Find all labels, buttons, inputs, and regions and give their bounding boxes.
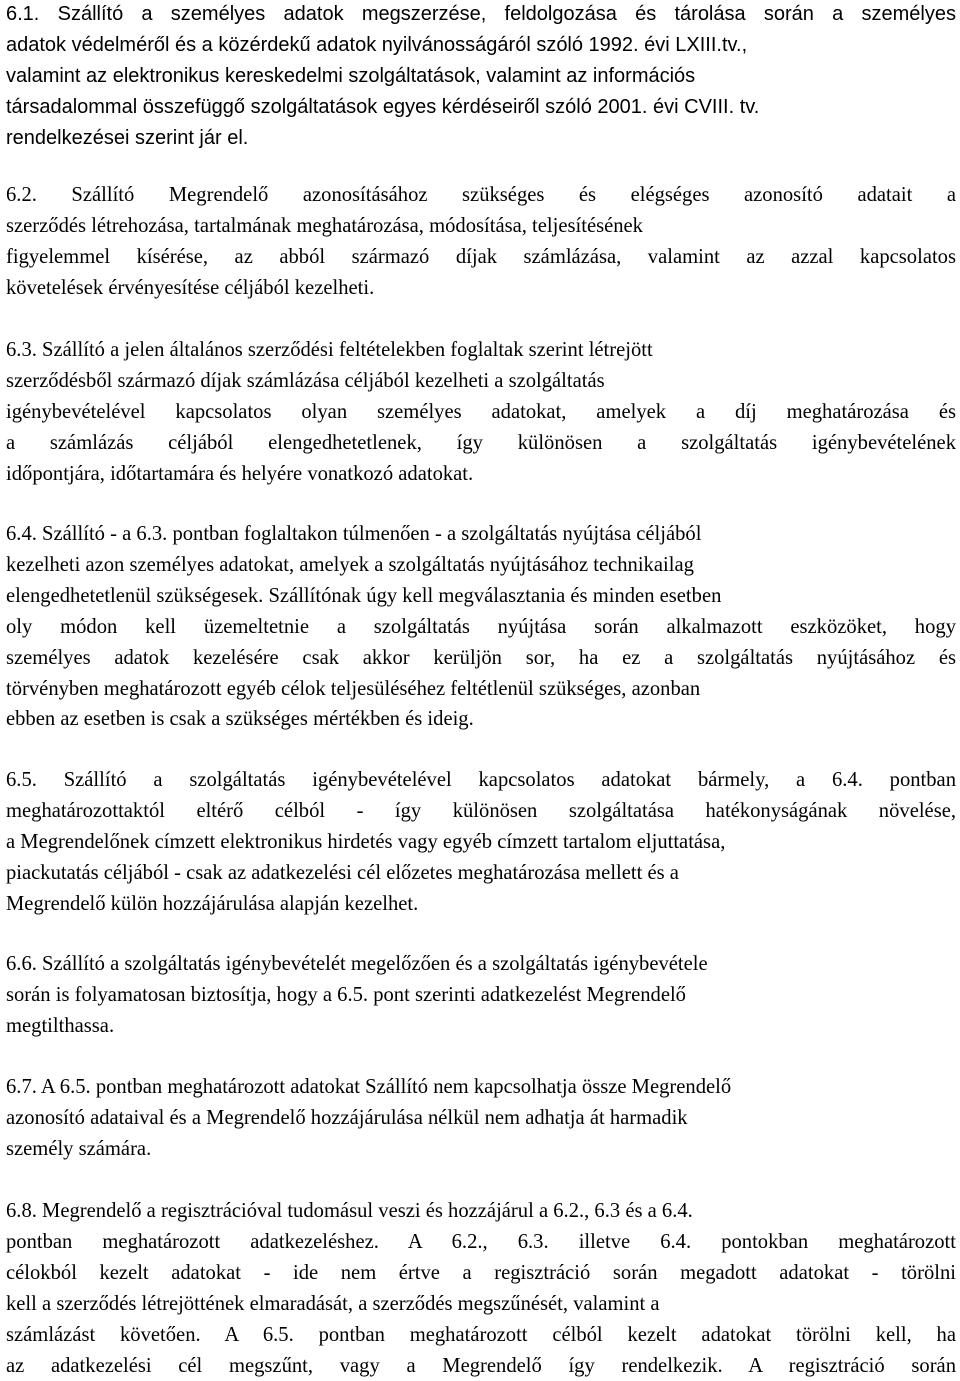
- paragraph-line: a számlázás céljából elengedhetetlenek, így különösen a szolgáltatás igénybevételének: [6, 431, 956, 454]
- paragraph-line: szerződésből származó díjak számlázása céljából kezelheti a szolgáltatás: [6, 369, 605, 392]
- paragraph-line: igénybevételével kapcsolatos olyan személyes adatokat, amelyek a díj meghatározása és: [6, 400, 956, 423]
- paragraph-line: megtilthassa.: [6, 1014, 115, 1037]
- paragraph-6-4: [6, 519, 956, 735]
- paragraph-line: azonosító adataival és a Megrendelő hozzájárulása nélkül nem adhatja át harmadik: [6, 1106, 688, 1129]
- paragraph-6-5: [6, 765, 956, 920]
- paragraph-line: 6.2. Szállító Megrendelő azonosításához szükséges és elégséges azonosító adatait a: [6, 184, 956, 206]
- paragraph-line: társadalommal összefüggő szolgáltatások egyes kérdéseiről szóló 2001. évi CVIII. tv.: [6, 95, 760, 118]
- paragraph-line: oly módon kell üzemeltetnie a szolgáltatás nyújtása során alkalmazott eszközöket, hogy: [6, 615, 956, 638]
- paragraph-line: 6.4. Szállító - a 6.3. pontban foglaltakon túlmenően - a szolgáltatás nyújtása céljából: [6, 523, 702, 545]
- paragraph-line: célokból kezelt adatokat - ide nem értve a regisztráció során megadott adatokat - törölni: [6, 1261, 956, 1284]
- paragraph-6-1: [6, 0, 956, 154]
- paragraph-line: személyes adatok kezelésére csak akkor kerüljön sor, ha ez a szolgáltatás nyújtásához és: [6, 646, 956, 669]
- paragraph-line: 6.8. Megrendelő a regisztrációval tudomásul veszi és hozzájárul a 6.2., 6.3 és a 6.4.: [6, 1200, 693, 1222]
- paragraph-6-8: [6, 1196, 956, 1381]
- paragraph-line: 6.7. A 6.5. pontban meghatározott adatokat Szállító nem kapcsolhatja össze Megrendelő: [6, 1076, 732, 1098]
- paragraph-line: kezelheti azon személyes adatokat, amelyek a szolgáltatás nyújtásához technikailag: [6, 553, 694, 576]
- paragraph-line: követelések érvényesítése céljából kezelheti.: [6, 276, 375, 299]
- paragraph-line: törvényben meghatározott egyéb célok teljesüléséhez feltétlenül szükséges, azonban: [6, 677, 701, 700]
- paragraph-line: a Megrendelőnek címzett elektronikus hirdetés vagy egyéb címzett tartalom eljuttatása,: [6, 830, 726, 853]
- paragraph-line: 6.3. Szállító a jelen általános szerződési feltételekben foglaltak szerint létrejött: [6, 339, 653, 361]
- paragraph-line: során is folyamatosan biztosítja, hogy a 6.5. pont szerinti adatkezelést Megrendelő: [6, 983, 686, 1006]
- paragraph-line: elengedhetetlenül szükségesek. Szállítónak úgy kell megválasztania és minden esetben: [6, 584, 722, 607]
- paragraph-line: 6.6. Szállító a szolgáltatás igénybevételét megelőzően és a szolgáltatás igénybevétele: [6, 953, 708, 975]
- paragraph-line: ebben az esetben is csak a szükséges mértékben és ideig.: [6, 708, 474, 731]
- paragraph-line: az adatkezelési cél megszűnt, vagy a Megrendelő így rendelkezik. A regisztráció során: [6, 1354, 956, 1377]
- paragraph-6-3: [6, 335, 956, 490]
- paragraph-line: számlázást követően. A 6.5. pontban meghatározott célból kezelt adatokat törölni kell, ha: [6, 1323, 956, 1346]
- paragraph-line: meghatározottaktól eltérő célból - így különösen szolgáltatása hatékonyságának növelése,: [6, 799, 956, 822]
- paragraph-line: Megrendelő külön hozzájárulása alapján kezelhet.: [6, 892, 419, 915]
- paragraph-line: kell a szerződés létrejöttének elmaradását, a szerződés megszűnését, valamint a: [6, 1292, 660, 1315]
- paragraph-6-7: [6, 1072, 956, 1165]
- paragraph-line: pontban meghatározott adatkezeléshez. A 6.2., 6.3. illetve 6.4. pontokban meghatározott: [6, 1230, 956, 1253]
- paragraph-line: 6.1. Szállító a személyes adatok megszerzése, feldolgozása és tárolása során a személyes: [6, 3, 956, 25]
- paragraph-line: időpontjára, időtartamára és helyére vonatkozó adatokat.: [6, 462, 474, 485]
- paragraph-line: 6.5. Szállító a szolgáltatás igénybevételével kapcsolatos adatokat bármely, a 6.4. pontban: [6, 769, 956, 791]
- paragraph-6-2: [6, 180, 956, 304]
- paragraph-line: figyelemmel kísérése, az abból származó díjak számlázása, valamint az azzal kapcsolatos: [6, 245, 956, 268]
- paragraph-line: rendelkezései szerint jár el.: [6, 126, 249, 149]
- paragraph-line: adatok védelméről és a közérdekű adatok nyilvánosságáról szóló 1992. évi LXIII.tv.,: [6, 33, 748, 56]
- paragraph-6-6: [6, 949, 956, 1042]
- paragraph-line: személy számára.: [6, 1137, 152, 1160]
- paragraph-line: valamint az elektronikus kereskedelmi szolgáltatások, valamint az információs: [6, 64, 696, 87]
- paragraph-line: szerződés létrehozása, tartalmának meghatározása, módosítása, teljesítésének: [6, 214, 643, 237]
- paragraph-line: piackutatás céljából - csak az adatkezelési cél előzetes meghatározása mellett és a: [6, 861, 679, 884]
